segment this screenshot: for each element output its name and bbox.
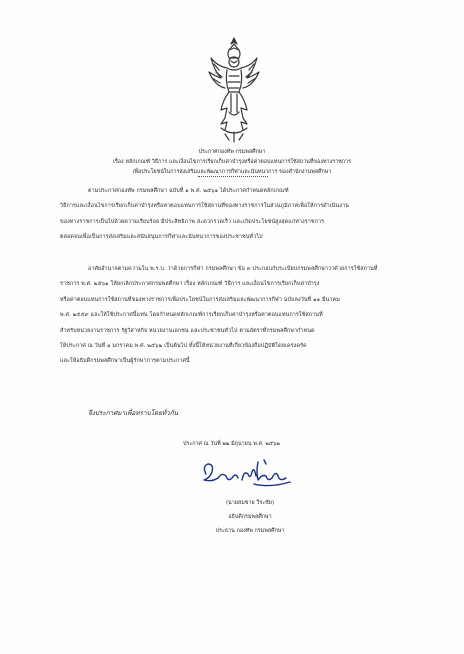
paragraph-1-line: วิธีการและเงื่อนไขการเรียกเก็บค่าบำรุงหรือค่าตอบแทนการใช้สถานที่ของทางราชการในส่วนภูมิภาคเพื่อให้การดำเนินงาน: [60, 203, 349, 210]
paragraph-2-line: และให้อธิบดีกรมพลศึกษาเป็นผู้รักษาการตามประกาศนี้: [60, 358, 190, 365]
garuda-emblem-icon: [207, 36, 261, 144]
paragraph-1: [60, 184, 412, 246]
header-divider: [198, 176, 268, 177]
closing-line: จึงประกาศมาเพื่อทราบโดยทั่วกัน: [88, 409, 178, 417]
dateline: ประกาศ ณ วันที่ ๒๒ มิถุนายน พ.ศ. ๒๕๖๒: [183, 441, 280, 447]
paragraph-2: [60, 262, 412, 370]
handwritten-signature-icon: [196, 452, 296, 494]
subject-line-2: เพื่อประโยชน์ในการส่งเสริมและพัฒนาการกีฬาและนันทนาการ ของสำนักงานพลศึกษา: [132, 169, 332, 175]
paragraph-2-line: ราชการ พ.ศ. ๒๕๖๑ ให้ยกเลิกประกาศกรมพลศึกษา เรื่อง หลักเกณฑ์ วิธีการ และเงื่อนไขการเรียกเก็บค่าบำรุง: [60, 281, 320, 288]
signer-position: อธิบดีกรมพลศึกษา: [228, 514, 272, 520]
paragraph-2-line: หรือค่าตอบแทนการใช้สถานที่ของทางราชการเพื่อประโยชน์ในการส่งเสริมและพัฒนาการกีฬา ฉบับลงวันที่ ๑๑ มีนาคม: [60, 296, 340, 303]
subject-line-1: เรื่อง หลักเกณฑ์ วิธีการ และเงื่อนไขการเรียกเก็บค่าบำรุงหรือค่าตอบแทนการใช้สถานที่ของทางราชการ: [113, 159, 351, 165]
paragraph-2-line: พ.ศ. ๒๕๕๙ และให้ใช้ประกาศนี้แทน โดยกำหนดหลักเกณฑ์การเรียกเก็บค่าบำรุงหรือค่าตอบแทนการใช้สถานที่: [60, 312, 323, 319]
paragraph-1-line: ตลอดจนเพื่อเป็นการส่งเสริมและสนับสนุนการกีฬาและนันทนาการของประชาชนทั่วไป: [60, 234, 263, 241]
paragraph-2-line: อาศัยอำนาจตามความใน พ.ร.บ. ว่าด้วยการกีฬา กรมพลศึกษา ข้อ ๓ ประกอบกับระเบียบกรมพลศึกษาว่าด้วยการใช้สถานที่: [88, 266, 378, 272]
paragraph-2-line: สำหรับหน่วยงานราชการ รัฐวิสาหกิจ หน่วยงานเอกชน และประชาชนทั่วไป ตามอัตราที่กรมพลศึกษากำหนด: [60, 327, 315, 334]
paragraph-1-line: ตามประกาศกองทัพ กรมพลศึกษา ฉบับที่ ๑ พ.ศ. ๒๕๖๑ ได้ประกาศกำหนดหลักเกณฑ์: [88, 188, 289, 194]
signer-name: (นายสมชาย วีระชัย): [225, 500, 275, 506]
paragraph-1-line: ของทางราชการเป็นไปด้วยความเรียบร้อย มีประสิทธิภาพ สะดวกรวดเร็ว และเกิดประโยชน์สูงสุดแก่ทางราชการ: [60, 218, 325, 225]
signer-role: ประธาน กองทัพ กรมพลศึกษา: [215, 528, 285, 534]
paragraph-2-line: ให้ประกาศ ณ วันที่ ๑ มกราคม พ.ศ. ๒๕๖๒ เป็นต้นไป ทั้งนี้ให้หน่วยงานที่เกี่ยวข้องถือปฏิบัติโดยเคร่งครัด: [60, 343, 307, 350]
document-title: ประกาศกองทัพ กรมพลศึกษา: [198, 149, 266, 155]
